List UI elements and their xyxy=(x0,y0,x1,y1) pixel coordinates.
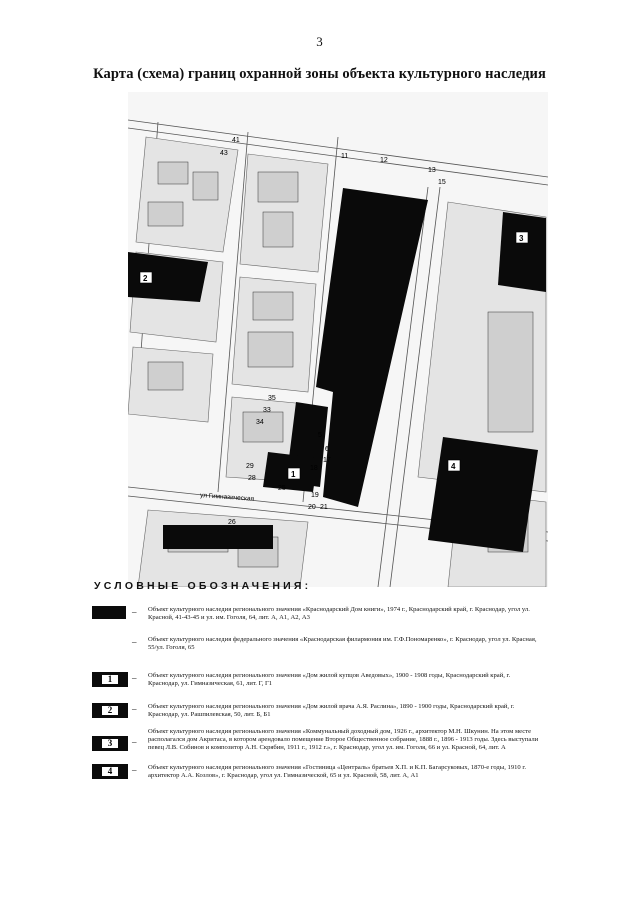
legend-text: Объект культурного наследия регионального значения «Краснодарский Дом книги», 1974 г., Краснодарский край, г. Краснодар, угол ул. Красной, 41-43-45 и ул. им. Гоголя, 64, лит. А, А1, А2, А3 xyxy=(148,606,530,622)
legend-marker-1: 1 xyxy=(92,672,128,687)
object-1-label: 1 xyxy=(291,470,296,479)
point-11-label: 11 xyxy=(341,153,349,160)
point-15-label: 15 xyxy=(438,179,446,186)
point-19-label: 19 xyxy=(311,492,319,499)
legend-dash: – xyxy=(132,704,137,714)
point-6-label: 6 xyxy=(325,446,329,453)
point-20-label: 20 xyxy=(308,504,316,511)
point-13-label: 13 xyxy=(428,167,436,174)
object-4-label: 4 xyxy=(451,462,456,471)
point-21-label: 21 xyxy=(320,504,328,511)
point-35-label: 35 xyxy=(268,395,276,402)
legend-marker-2: 2 xyxy=(92,703,128,718)
legend-swatch-black xyxy=(92,606,126,619)
point-25-label: 25 xyxy=(278,485,286,492)
page-title: Карта (схема) границ охранной зоны объекта культурного наследия xyxy=(93,66,546,82)
legend-dash: – xyxy=(132,673,137,683)
legend-dash: – xyxy=(132,607,137,617)
point-28-label: 28 xyxy=(248,475,256,482)
point-12-label: 12 xyxy=(380,157,388,164)
legend-item-1 xyxy=(92,672,542,694)
point-41-label: 41 xyxy=(232,137,240,144)
legend-title: УСЛОВНЫЕ ОБОЗНАЧЕНИЯ: xyxy=(94,580,312,592)
object-2-label: 2 xyxy=(143,274,148,283)
point-33-label: 33 xyxy=(263,407,271,414)
street-label: ул Гимназическая xyxy=(199,492,255,503)
legend-item-2 xyxy=(92,703,542,725)
legend-dash: – xyxy=(132,637,137,647)
legend-item-4 xyxy=(92,764,542,786)
point-5-label: 5 xyxy=(318,432,322,439)
point-43-label: 43 xyxy=(220,150,228,157)
legend-dash: – xyxy=(132,737,137,747)
object-3-label: 3 xyxy=(519,234,524,243)
legend-marker-4: 4 xyxy=(92,764,128,779)
legend-text: Объект культурного наследия регионального значения «Дом жилой врача А.Я. Раслина», 1890 - 1900 годы, Краснодарский край, г. Краснодар, ул. Рашпилевская, 50, лит. Б, Б1 xyxy=(148,703,515,719)
object-3-building xyxy=(498,212,546,292)
point-29-label: 29 xyxy=(246,463,254,470)
page-number: 3 xyxy=(316,34,323,49)
object-4-building xyxy=(428,437,538,552)
legend-text: Объект культурного наследия регионального значения «Дом жилой купцов Аведовых», 1900 - 1908 годы, Краснодарский край, г. Краснодар, ул. Гимназическая, 61, лит. Г, Г1 xyxy=(148,672,511,688)
legend-item-dom-knigi xyxy=(92,606,542,628)
point-18-label: 18 xyxy=(310,465,318,472)
street-block-bar xyxy=(163,525,273,549)
legend-dash: – xyxy=(132,765,137,775)
point-17-label: 17 xyxy=(323,457,331,464)
legend-item-philharmonic xyxy=(92,636,542,658)
point-26-label: 26 xyxy=(228,519,236,526)
legend-text: Объект культурного наследия федерального значения «Краснодарская филармония им. Г.Ф.Пономаренко», г. Краснодар, угол ул. Красная, 55/ул. Гоголя, 65 xyxy=(148,636,537,652)
point-34-label: 34 xyxy=(256,419,264,426)
legend-text: Объект культурного наследия регионального значения «Коммунальный доходный дом, 1926 г., архитектор М.Н. Шкунин. На этом месте располагался дом Акритаса, в котором арендовало помещение Второе Общественное собрание, 1888 г., 1896 - 1913 годы. Здесь выступали певец Л.В. Собинов и композитор А.Н. Скрябин, 1911 г., 1912 г.», г. Краснодар, угол ул. им. Гоголя, 66 и ул. Красной, 64, лит. А xyxy=(148,728,539,752)
legend-text: Объект культурного наследия регионального значения «Гостиница «Централь» братьев Х.П. и К.П. Багарсуковых, 1870-е годы, 1910 г. архитектор А.А. Козлов», г. Краснодар, угол ул. Гимназической, 65 и ул. Красной, 58, лит. А, А1 xyxy=(148,764,526,780)
protection-zone-map xyxy=(128,92,548,587)
legend-marker-3: 3 xyxy=(92,736,128,751)
legend-item-3 xyxy=(92,728,542,764)
